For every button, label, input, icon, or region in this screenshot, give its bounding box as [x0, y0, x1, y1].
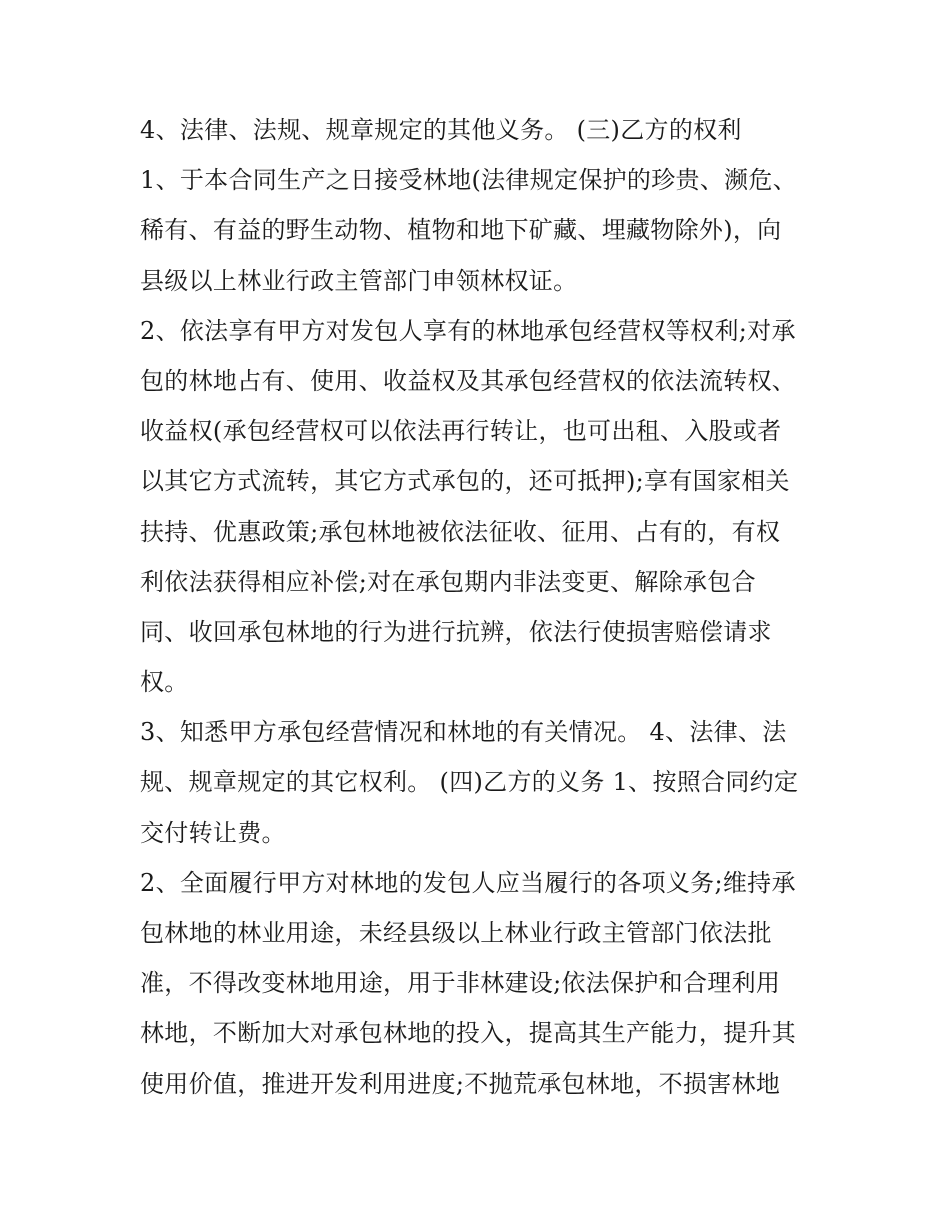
text-line: 以其它方式流转，其它方式承包的，还可抵押);享有国家相关	[140, 467, 790, 496]
text-line: 林地，不断加大对承包林地的投入，提高其生产能力，提升其	[140, 1019, 797, 1048]
text-line: 包林地的林业用途，未经县级以上林业行政主管部门依法批	[140, 919, 772, 947]
text-line: 3、知悉甲方承包经营情况和林地的有关情况。 4、法律、法	[140, 718, 787, 747]
text-line: 权。	[140, 668, 189, 697]
text-line: 同、收回承包林地的行为进行抗辨，依法行使损害赔偿请求	[140, 617, 772, 646]
text-line: 使用价值，推进开发利用进度;不抛荒承包林地，不损害林地	[140, 1069, 781, 1098]
text-line: 2、依法享有甲方对发包人享有的林地承包经营权等权利;对承	[140, 316, 796, 345]
text-line: 规、规章规定的其它权利。 (四)乙方的义务 1、按照合同约定	[140, 768, 799, 797]
text-line: 扶持、优惠政策;承包林地被依法征收、征用、占有的，有权	[140, 517, 781, 546]
text-line: 县级以上林业行政主管部门申领林权证。	[140, 266, 578, 295]
text-line: 4、法律、法规、规章规定的其他义务。 (三)乙方的权利	[140, 116, 742, 144]
text-line: 稀有、有益的野生动物、植物和地下矿藏、埋藏物除外)，向	[140, 216, 782, 245]
text-line: 交付转让费。	[140, 818, 286, 847]
text-line: 包的林地占有、使用、收益权及其承包经营权的依法流转权、	[140, 366, 797, 395]
text-line: 收益权(承包经营权可以依法再行转让，也可出租、入股或者	[140, 417, 782, 446]
text-line: 1、于本合同生产之日接受林地(法律规定保护的珍贵、濒危、	[140, 166, 798, 195]
text-line: 利依法获得相应补偿;对在承包期内非法变更、解除承包合	[140, 567, 756, 596]
document-body	[140, 111, 820, 1115]
text-line: 准，不得改变林地用途，用于非林建设;依法保护和合理利用	[140, 969, 781, 998]
text-line: 2、全面履行甲方对林地的发包人应当履行的各项义务;维持承	[140, 868, 796, 897]
